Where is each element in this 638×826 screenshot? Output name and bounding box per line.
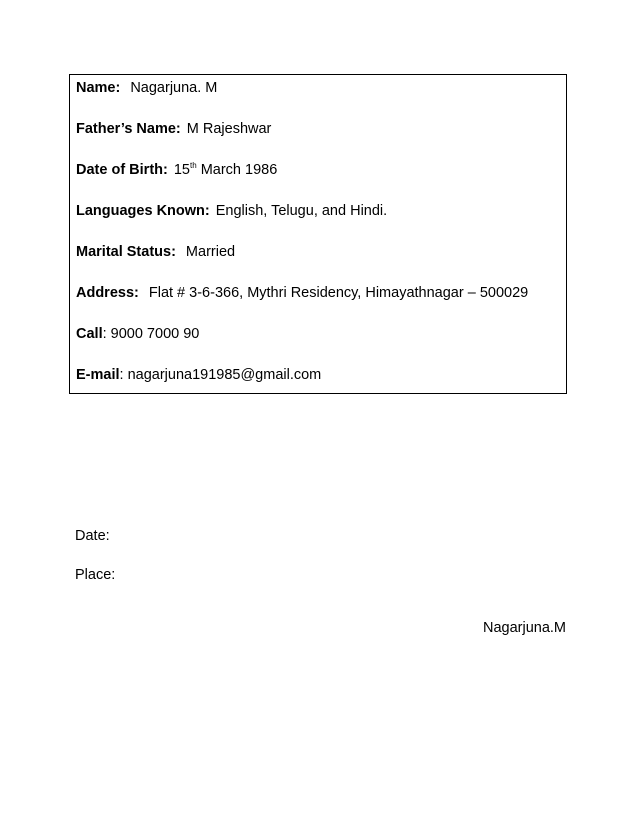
name-label: Name: xyxy=(76,80,121,96)
address-row xyxy=(76,284,528,302)
call-row xyxy=(76,325,199,343)
languages-value: English, Telugu, and Hindi. xyxy=(215,203,388,219)
place-label: Place: xyxy=(75,567,116,583)
call-value: : 9000 7000 90 xyxy=(102,326,200,342)
personal-details-box xyxy=(69,74,567,394)
languages-label: Languages Known: xyxy=(76,203,210,219)
signature-name: Nagarjuna.M xyxy=(483,620,567,636)
father-name-label: Father’s Name: xyxy=(76,121,181,137)
name-row xyxy=(76,79,217,97)
dob-label: Date of Birth: xyxy=(76,162,168,178)
marital-status-label: Marital Status: xyxy=(76,244,176,260)
father-name-value: M Rajeshwar xyxy=(186,121,272,137)
marital-status-value: Married xyxy=(185,244,236,260)
address-label: Address: xyxy=(76,285,139,301)
father-name-row xyxy=(76,120,271,138)
email-value: : nagarjuna191985@gmail.com xyxy=(119,367,322,383)
languages-row xyxy=(76,202,387,220)
name-value: Nagarjuna. M xyxy=(130,80,218,96)
dob-row xyxy=(76,161,277,179)
address-value: Flat # 3-6-366, Mythri Residency, Himayathnagar – 500029 xyxy=(148,285,529,301)
dob-rest: March 1986 xyxy=(200,162,278,178)
dob-suffix: th xyxy=(189,161,197,171)
dob-day: 15 xyxy=(173,162,190,178)
date-label: Date: xyxy=(75,528,110,544)
email-label: E-mail xyxy=(76,367,120,383)
marital-status-row xyxy=(76,243,235,261)
call-label: Call xyxy=(76,326,103,342)
email-row xyxy=(76,366,321,384)
